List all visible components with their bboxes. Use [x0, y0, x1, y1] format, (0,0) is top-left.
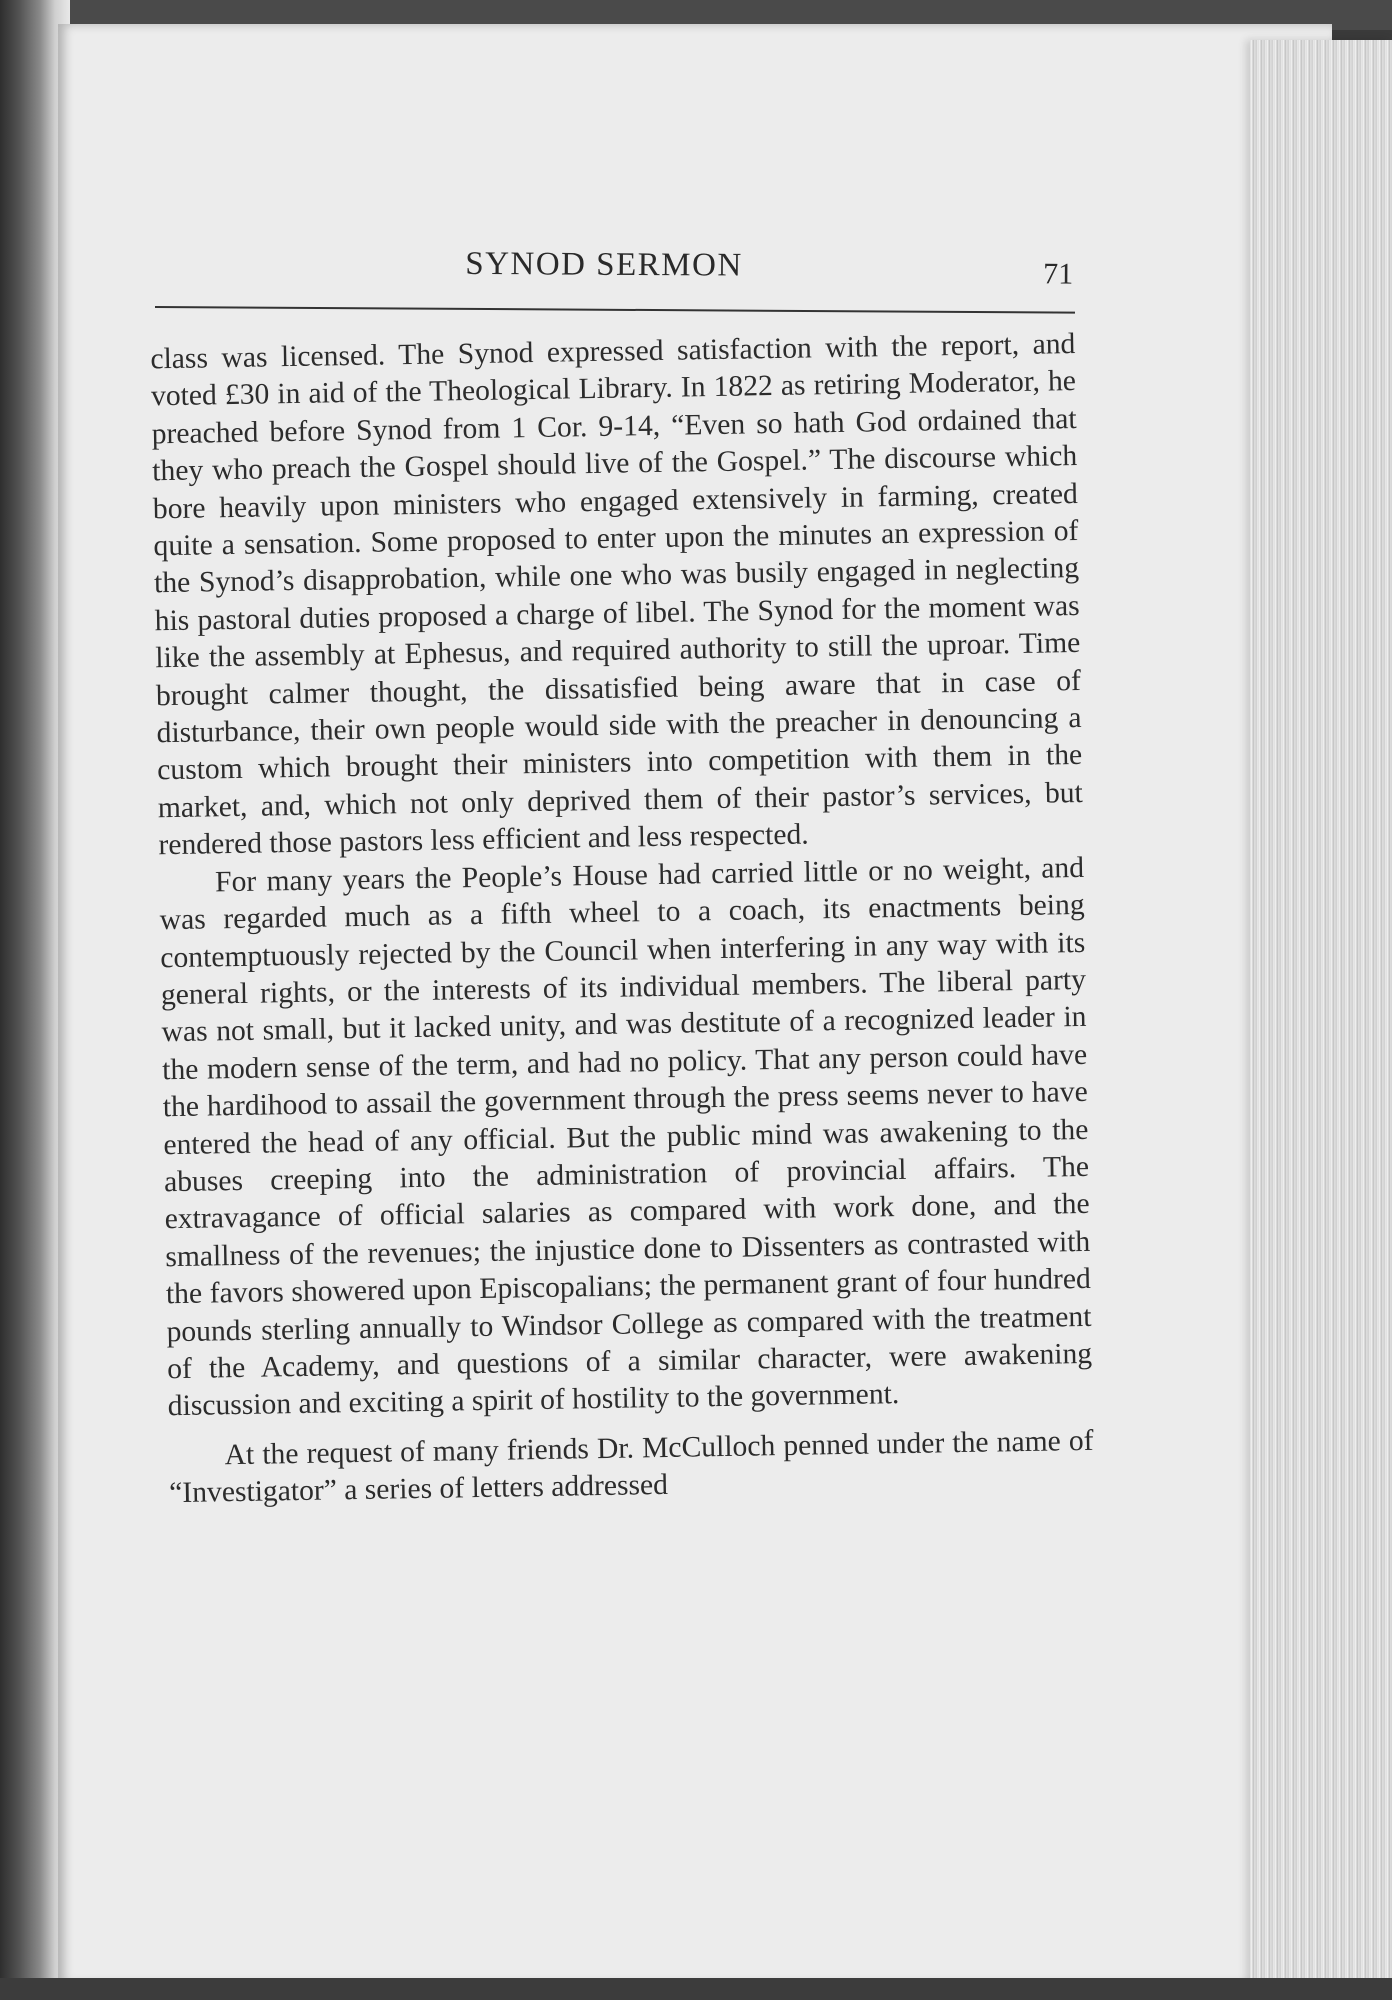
paragraph-peoples-house: For many years the People’s House had carried little or no weight, and was regarded much as a fifth wheel to a coach, its enactments being contemptuously rejected by the Council when interfering in any way with its general rights, or the interests of its individual members. The liberal party was not small, but it lacked unity, and was destitute of a recognized leader in the modern sense of the term, and had no policy. That any person could have the hardihood to assail the government through the press seems never to have entered the head of any official. But the public mind was awakening to the abuses creeping into the administration of provincial affairs. The extravagance of official salaries as compared with work done, and the smallness of the revenues; the injustice done to Dissenters as contrasted with the favors showered upon Episcopalians; the permanent grant of four hundred pounds sterling annually to Windsor College as compared with the treatment of the Academy, and questions of a similar character, were awakening discussion and exciting a spirit of hostility to the government.	[159, 851, 1093, 1423]
running-title: SYNOD SERMON	[465, 245, 743, 284]
body-text	[150, 326, 1094, 1513]
running-header	[155, 244, 1075, 314]
scan-border-bottom	[0, 1978, 1392, 2000]
page-stack-edges	[1250, 40, 1392, 2000]
paragraph-investigator: At the request of many friends Dr. McCulloch penned under the name of “Investigator” a series of letters addressed	[168, 1424, 1094, 1510]
paragraph-continuation: class was licensed. The Synod expressed satisfaction with the report, and voted £30 in aid of the Theological Library. In 1822 as retiring Moderator, he preached before Synod from 1 Cor. 9-14, “Even so hath God ordained that they who preach the Gospel should live of the Gospel.” The discourse which bore heavily upon ministers who engaged extensively in farming, created quite a sensation. Some proposed to enter upon the minutes an expression of the Synod’s disapprobation, while one who was busily engaged in neglecting his pastoral duties proposed a charge of libel. The Synod for the moment was like the assembly at Ephesus, and required authority to still the uproar. Time brought calmer thought, the dissatisfied being aware that in case of disturbance, their own people would side with the preacher in denouncing a custom which brought their ministers into competition with them in the market, and, which not only deprived them of their pastor’s services, but rendered those pastors less efficient and less respected.	[150, 327, 1084, 862]
page-number: 71	[1043, 257, 1074, 291]
